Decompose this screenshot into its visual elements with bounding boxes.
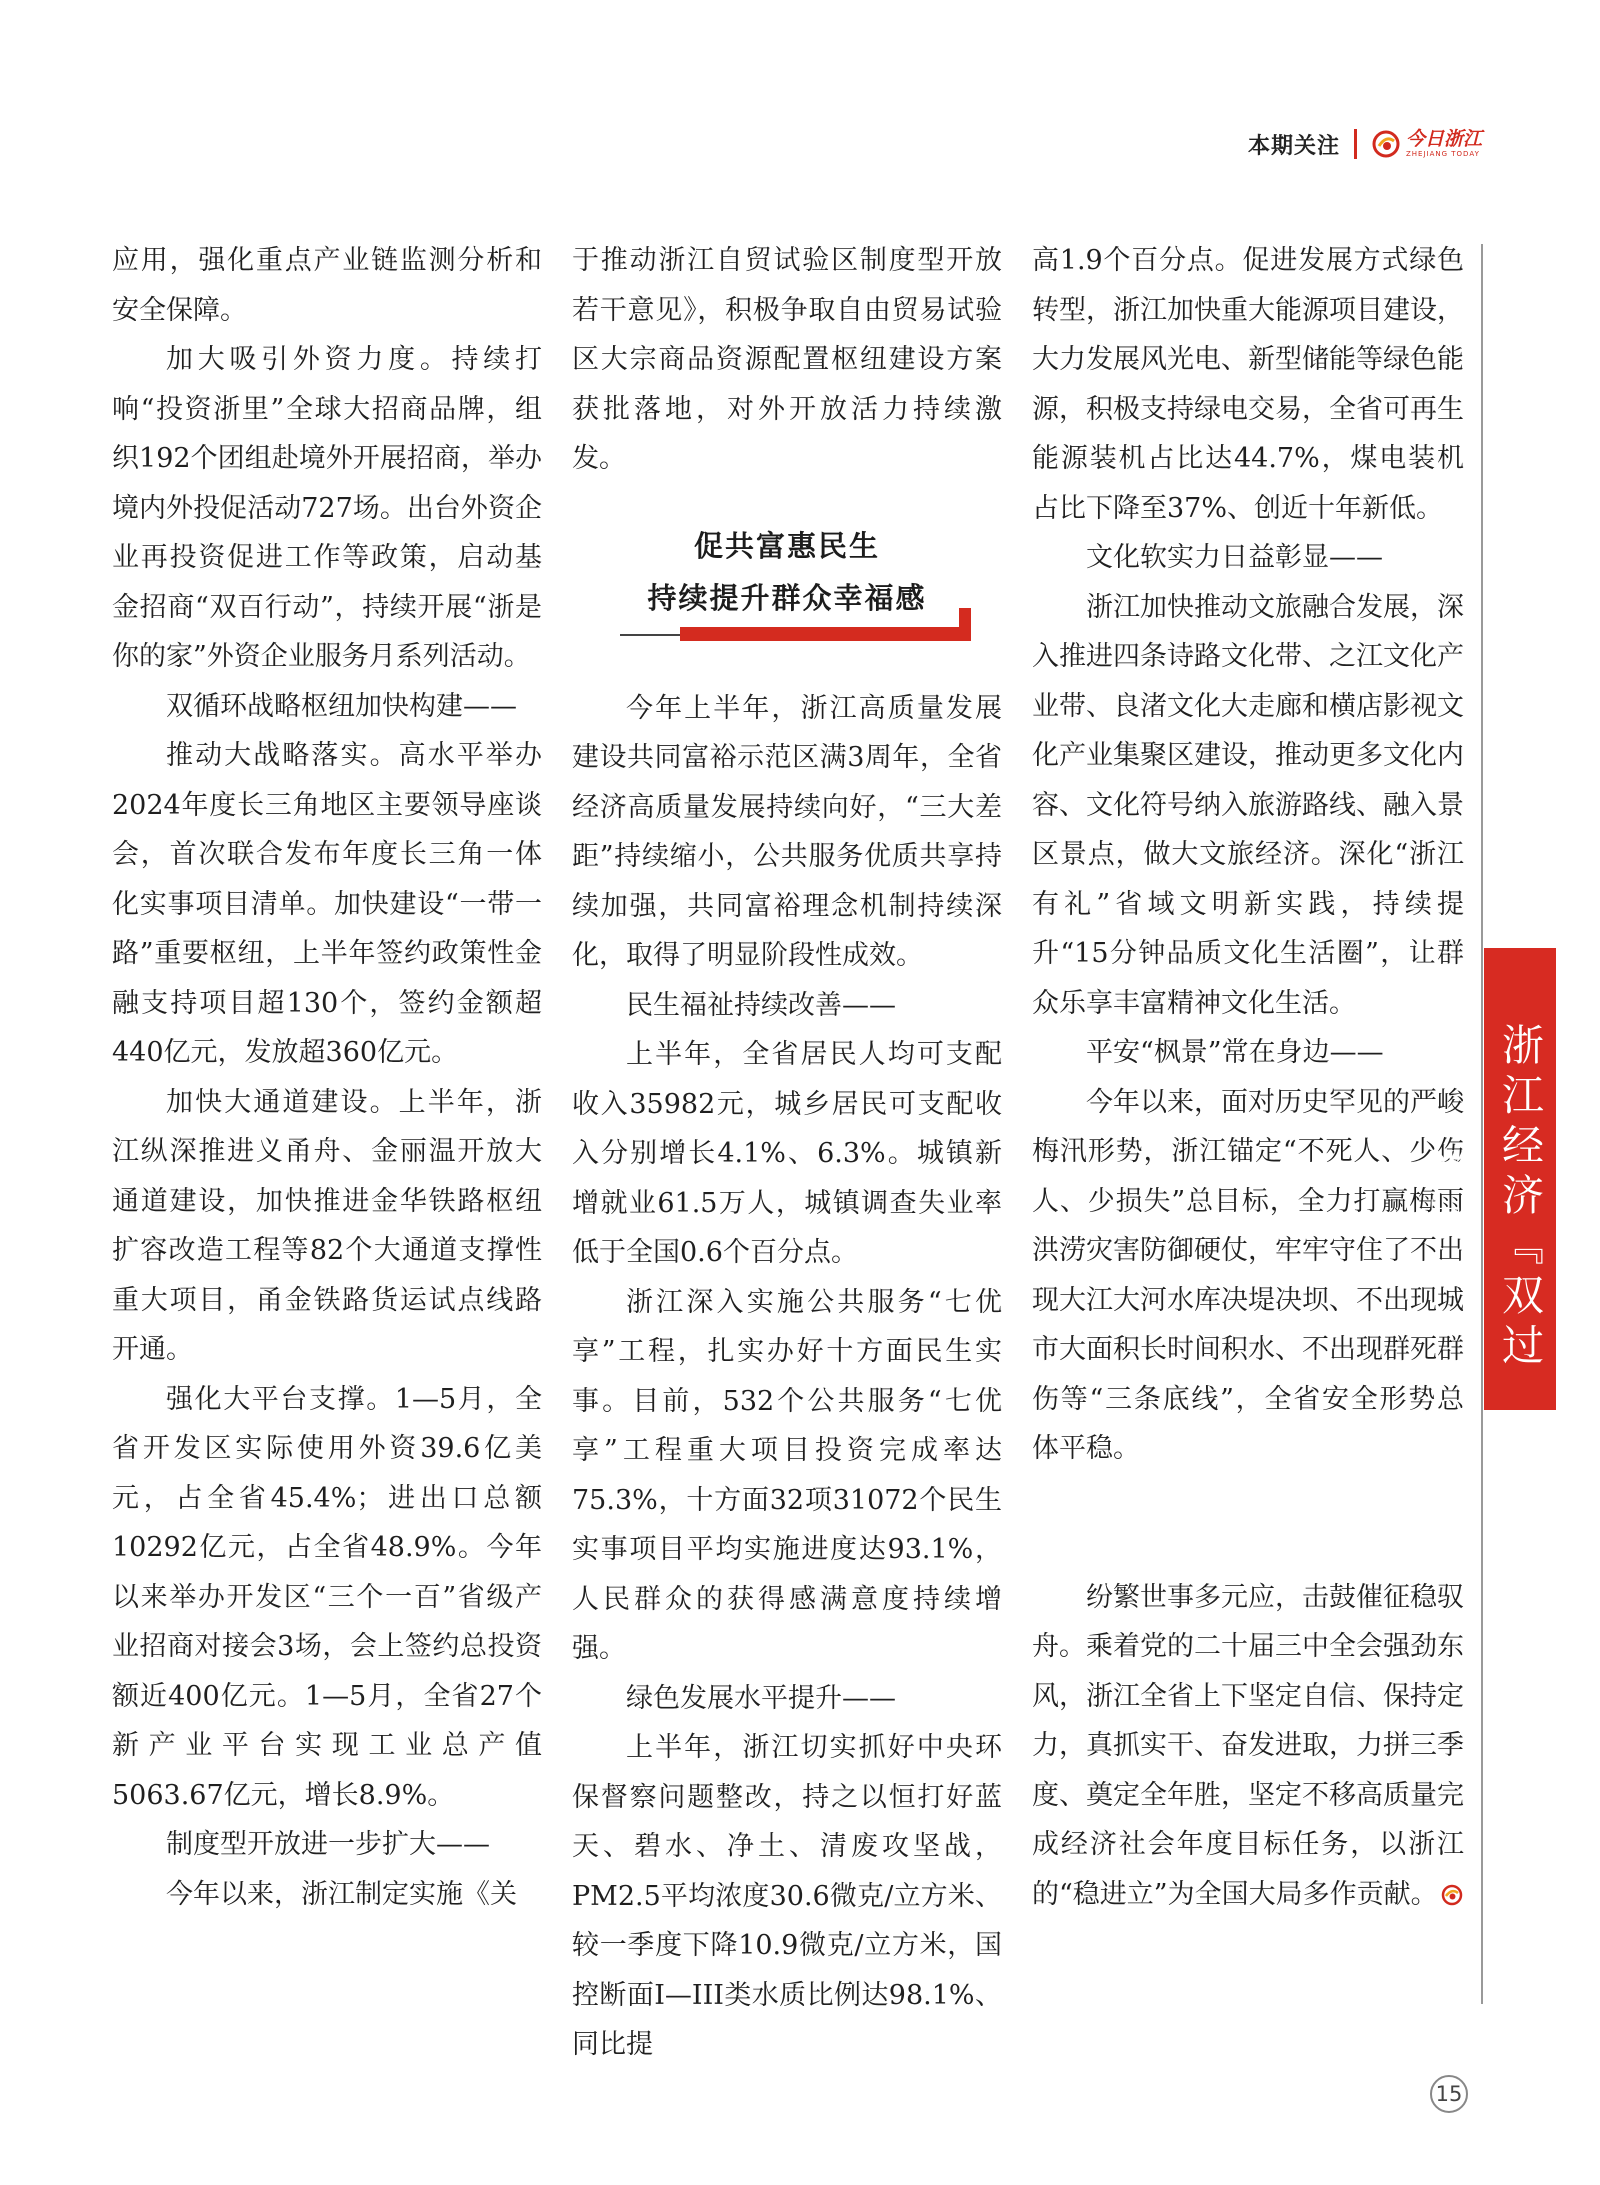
col2-paragraph-2: 今年上半年，浙江高质量发展建设共同富裕示范区满3周年，全省经济高质量发展持续向好，“三大差距”持续缩小，公共服务优质共享持续加强，共同富裕理念机制持续深化，取得了明显阶段性成效。 [572,692,1002,971]
col1-subheading-2: 制度型开放进一步扩大—— [166,1829,490,1860]
col2-paragraph-5: 上半年，浙江切实抓好中央环保督察问题整改，持之以恒打好蓝天、碧水、净土、清废攻坚战，PM2.5平均浓度30.6微克/立方米、较一季度下降10.9微克/立方米，国控断面I—III类水质比例达98.1%、同比提 [572,1732,1002,2060]
section-heading-line-2: 持续提升群众幸福感 [647,580,927,615]
magazine-logo [1371,129,1482,159]
col3-paragraph-4-text: 纷繁世事多元应，击鼓催征稳驭舟。乘着党的二十届三中全会强劲东风，浙江全省上下坚定自信、保持定力，真抓实干、奋发进取，力拼三季度、奠定全年胜，坚定不移高质量完成经济社会年度目标任务，以浙江的“稳进立”为全国大局多作贡献。 [1032,1581,1464,1910]
col1-paragraph-5: 强化大平台支撑。1—5月，全省开发区实际使用外资39.6亿美元，占全省45.4%；进出口总额10292亿元，占全省48.9%。今年以来举办开发区“三个一百”省级产业招商对接会3场，会上签约总投资额近400亿元。1—5月，全省27个新产业平台实现工业总产值5063.67亿元，增长8.9%。 [112,1383,542,1811]
col1-paragraph-1: 应用，强化重点产业链监测分析和安全保障。 [112,245,542,326]
col1-paragraph-4: 加快大通道建设。上半年，浙江纵深推进义甬舟、金丽温开放大通道建设，加快推进金华铁路枢纽扩容改造工程等82个大通道支撑性重大项目，甬金铁路货运试点线路开通。 [112,1086,542,1365]
col1-paragraph-6: 今年以来，浙江制定实施《关 [166,1878,517,1910]
col3-subheading-1: 文化软实力日益彰显—— [1086,542,1383,573]
logo-cn: 今日浙江 [1405,128,1482,150]
col1-paragraph-2: 加大吸引外资力度。持续打响“投资浙里”全球大招商品牌，组织192个团组赴境外开展招商，举办境内外投促活动727场。出台外资企业再投资促进工作等政策，启动基金招商“双百行动”，持续开展“浙是你的家”外资企业服务月系列活动。 [112,344,542,672]
column-1 [112,236,542,1919]
logo-swirl-icon [1371,129,1401,159]
col2-subheading-2: 绿色发展水平提升—— [626,1682,896,1714]
col3-subheading-2: 平安“枫景”常在身边—— [1086,1037,1384,1068]
page-number: 15 [1430,2075,1468,2113]
col2-subheading-1: 民生福祉持续改善—— [626,989,896,1021]
col2-paragraph-1: 于推动浙江自贸试验区制度型开放若干意见》，积极争取自由贸易试验区大宗商品资源配置枢纽建设方案获批落地，对外开放活力持续激发。 [572,245,1002,474]
col3-spacer [1032,1474,1464,1573]
section-label: 本期关注 [1247,133,1340,159]
logo-en: ZHEJIANG TODAY [1405,150,1480,158]
column-3 [1032,236,1464,1919]
col3-paragraph-4 [1032,1573,1464,1920]
sidebar-rule [1481,244,1483,2004]
page-header [1248,122,1482,166]
sidebar-tag: 浙江经济『双过半』 [1484,948,1556,1410]
section-heading [572,502,1002,670]
heading-red-bar [680,627,970,641]
section-heading-line-1: 促共富惠民生 [693,528,880,563]
col1-subheading-1: 双循环战略枢纽加快构建—— [166,690,517,722]
col3-paragraph-1: 高1.9个百分点。促进发展方式绿色转型，浙江加快重大能源项目建设，大力发展风光电、新型储能等绿色能源，积极支持绿电交易，全省可再生能源装机占比达44.7%，煤电装机占比下降至37%、创近十年新低。 [1032,245,1464,524]
end-mark-icon [1441,1884,1463,1906]
col3-paragraph-2: 浙江加快推动文旅融合发展，深入推进四条诗路文化带、之江文化产业带、良渚文化大走廊和横店影视文化产业集聚区建设，推动更多文化内容、文化符号纳入旅游路线、融入景区景点，做大文旅经济。深化“浙江有礼”省域文明新实践，持续提升“15分钟品质文化生活圈”，让群众乐享丰富精神文化生活。 [1032,591,1464,1019]
header-divider [1354,129,1357,159]
col2-paragraph-4: 浙江深入实施公共服务“七优享”工程，扎实办好十方面民生实事。目前，532个公共服务“七优享”工程重大项目投资完成率达75.3%，十方面32项31072个民生实事项目平均实施进度达93.1%，人民群众的获得感满意度持续增强。 [572,1286,1002,1664]
heading-red-tick [959,608,971,641]
col1-paragraph-3: 推动大战略落实。高水平举办2024年度长三角地区主要领导座谈会，首次联合发布年度长三角一体化实事项目清单。加快建设“一带一路”重要枢纽，上半年签约政策性金融支持项目超130个，签约金额超440亿元，发放超360亿元。 [112,740,542,1068]
col2-paragraph-3: 上半年，全省居民人均可支配收入35982元，城乡居民可支配收入分别增长4.1%、6.3%。城镇新增就业61.5万人，城镇调查失业率低于全国0.6个百分点。 [572,1039,1002,1268]
column-2 [572,236,1002,2070]
col3-paragraph-3: 今年以来，面对历史罕见的严峻梅汛形势，浙江锚定“不死人、少伤人、少损失”总目标，全力打赢梅雨洪涝灾害防御硬仗，牢牢守住了不出现大江大河水库决堤决坝、不出现城市大面积长时间积水、不出现群死群伤等“三条底线”，全省安全形势总体平稳。 [1032,1086,1464,1464]
